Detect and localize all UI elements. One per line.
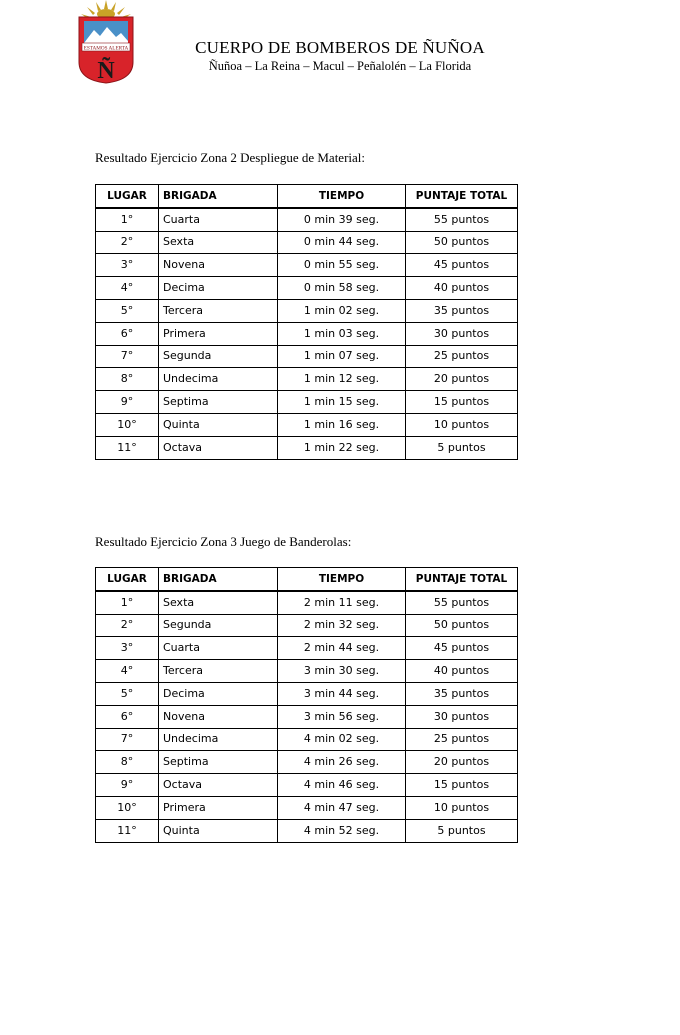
organization-title: CUERPO DE BOMBEROS DE ÑUÑOA — [195, 38, 485, 57]
cell-puntaje: 55 puntos — [406, 591, 518, 614]
table-row — [96, 660, 518, 683]
organization-subtitle: Ñuñoa – La Reina – Macul – Peñalolén – La Florida — [208, 59, 472, 73]
cell-lugar: 11° — [96, 436, 159, 459]
cell-brigada: Septima — [159, 391, 278, 414]
cell-puntaje: 30 puntos — [406, 322, 518, 345]
cell-lugar: 2° — [96, 231, 159, 254]
cell-brigada: Segunda — [159, 614, 278, 637]
cell-lugar: 4° — [96, 277, 159, 300]
cell-lugar: 5° — [96, 299, 159, 322]
cell-brigada: Quinta — [159, 413, 278, 436]
cell-tiempo: 3 min 56 seg. — [278, 705, 406, 728]
cell-brigada: Sexta — [159, 591, 278, 614]
zona2-section-title: Resultado Ejercicio Zona 2 Despliegue de Material: — [95, 150, 366, 165]
column-header-brigada: BRIGADA — [159, 568, 278, 591]
cell-tiempo: 1 min 03 seg. — [278, 322, 406, 345]
table-row — [96, 345, 518, 368]
column-header-lugar: LUGAR — [96, 185, 159, 208]
cell-puntaje: 35 puntos — [406, 682, 518, 705]
cell-tiempo: 4 min 46 seg. — [278, 774, 406, 797]
cell-tiempo: 0 min 55 seg. — [278, 254, 406, 277]
cell-puntaje: 20 puntos — [406, 751, 518, 774]
cell-tiempo: 1 min 15 seg. — [278, 391, 406, 414]
column-header-puntaje: PUNTAJE TOTAL — [406, 185, 518, 208]
cell-lugar: 8° — [96, 368, 159, 391]
table-row — [96, 728, 518, 751]
table-row — [96, 413, 518, 436]
cell-puntaje: 40 puntos — [406, 277, 518, 300]
cell-puntaje: 45 puntos — [406, 637, 518, 660]
column-header-lugar: LUGAR — [96, 568, 159, 591]
cell-puntaje: 10 puntos — [406, 796, 518, 819]
cell-tiempo: 4 min 47 seg. — [278, 796, 406, 819]
cell-tiempo: 0 min 39 seg. — [278, 208, 406, 231]
cell-tiempo: 3 min 44 seg. — [278, 682, 406, 705]
cell-tiempo: 4 min 26 seg. — [278, 751, 406, 774]
table-row — [96, 705, 518, 728]
cell-brigada: Octava — [159, 436, 278, 459]
cell-brigada: Octava — [159, 774, 278, 797]
table-row — [96, 299, 518, 322]
cell-brigada: Cuarta — [159, 208, 278, 231]
cell-puntaje: 15 puntos — [406, 391, 518, 414]
cell-puntaje: 20 puntos — [406, 368, 518, 391]
cell-tiempo: 2 min 44 seg. — [278, 637, 406, 660]
table-row — [96, 682, 518, 705]
cell-puntaje: 45 puntos — [406, 254, 518, 277]
cell-tiempo: 1 min 16 seg. — [278, 413, 406, 436]
cell-lugar: 6° — [96, 705, 159, 728]
cell-puntaje: 15 puntos — [406, 774, 518, 797]
table-row — [96, 751, 518, 774]
cell-brigada: Decima — [159, 277, 278, 300]
cell-tiempo: 3 min 30 seg. — [278, 660, 406, 683]
zona3-results-table — [95, 567, 518, 843]
cell-lugar: 7° — [96, 345, 159, 368]
cell-lugar: 3° — [96, 254, 159, 277]
cell-tiempo: 4 min 02 seg. — [278, 728, 406, 751]
cell-brigada: Decima — [159, 682, 278, 705]
table-row — [96, 391, 518, 414]
cell-lugar: 4° — [96, 660, 159, 683]
cell-puntaje: 35 puntos — [406, 299, 518, 322]
cell-puntaje: 55 puntos — [406, 208, 518, 231]
zona2-results-table — [95, 184, 518, 460]
cell-puntaje: 5 puntos — [406, 436, 518, 459]
cell-lugar: 7° — [96, 728, 159, 751]
cell-puntaje: 25 puntos — [406, 728, 518, 751]
cell-puntaje: 50 puntos — [406, 614, 518, 637]
cell-brigada: Tercera — [159, 299, 278, 322]
cell-puntaje: 10 puntos — [406, 413, 518, 436]
cell-lugar: 1° — [96, 591, 159, 614]
table-row — [96, 796, 518, 819]
table-row — [96, 368, 518, 391]
cell-tiempo: 0 min 44 seg. — [278, 231, 406, 254]
table-row — [96, 254, 518, 277]
cell-tiempo: 4 min 52 seg. — [278, 819, 406, 842]
cell-lugar: 2° — [96, 614, 159, 637]
cell-puntaje: 30 puntos — [406, 705, 518, 728]
table-row — [96, 208, 518, 231]
cell-brigada: Septima — [159, 751, 278, 774]
cell-lugar: 3° — [96, 637, 159, 660]
zona3-section-title: Resultado Ejercicio Zona 3 Juego de Banderolas: — [95, 534, 352, 549]
cell-brigada: Primera — [159, 796, 278, 819]
cell-brigada: Novena — [159, 705, 278, 728]
cell-tiempo: 1 min 07 seg. — [278, 345, 406, 368]
cell-brigada: Undecima — [159, 368, 278, 391]
cell-brigada: Tercera — [159, 660, 278, 683]
table-header-row — [96, 568, 518, 591]
cell-lugar: 5° — [96, 682, 159, 705]
shield-letter: Ñ — [97, 58, 115, 84]
cell-lugar: 8° — [96, 751, 159, 774]
cell-lugar: 9° — [96, 774, 159, 797]
cell-puntaje: 40 puntos — [406, 660, 518, 683]
cell-brigada: Sexta — [159, 231, 278, 254]
cell-tiempo: 0 min 58 seg. — [278, 277, 406, 300]
cell-tiempo: 1 min 02 seg. — [278, 299, 406, 322]
cell-brigada: Cuarta — [159, 637, 278, 660]
cell-lugar: 1° — [96, 208, 159, 231]
cell-lugar: 10° — [96, 796, 159, 819]
table-row — [96, 277, 518, 300]
cell-lugar: 6° — [96, 322, 159, 345]
column-header-tiempo: TIEMPO — [278, 185, 406, 208]
table-row — [96, 774, 518, 797]
column-header-brigada: BRIGADA — [159, 185, 278, 208]
cell-brigada: Primera — [159, 322, 278, 345]
column-header-tiempo: TIEMPO — [278, 568, 406, 591]
table-row — [96, 591, 518, 614]
table-row — [96, 231, 518, 254]
cell-lugar: 10° — [96, 413, 159, 436]
cell-brigada: Novena — [159, 254, 278, 277]
cell-tiempo: 2 min 32 seg. — [278, 614, 406, 637]
fire-brigade-shield-logo — [76, 0, 136, 84]
cell-lugar: 11° — [96, 819, 159, 842]
cell-tiempo: 1 min 22 seg. — [278, 436, 406, 459]
table-row — [96, 322, 518, 345]
banner-text: ESTAMOS ALERTA — [83, 45, 129, 52]
cell-puntaje: 5 puntos — [406, 819, 518, 842]
table-row — [96, 637, 518, 660]
table-row — [96, 819, 518, 842]
cell-brigada: Segunda — [159, 345, 278, 368]
table-row — [96, 614, 518, 637]
column-header-puntaje: PUNTAJE TOTAL — [406, 568, 518, 591]
cell-puntaje: 50 puntos — [406, 231, 518, 254]
cell-tiempo: 2 min 11 seg. — [278, 591, 406, 614]
cell-tiempo: 1 min 12 seg. — [278, 368, 406, 391]
cell-lugar: 9° — [96, 391, 159, 414]
cell-puntaje: 25 puntos — [406, 345, 518, 368]
cell-brigada: Quinta — [159, 819, 278, 842]
cell-brigada: Undecima — [159, 728, 278, 751]
table-header-row — [96, 185, 518, 208]
table-row — [96, 436, 518, 459]
